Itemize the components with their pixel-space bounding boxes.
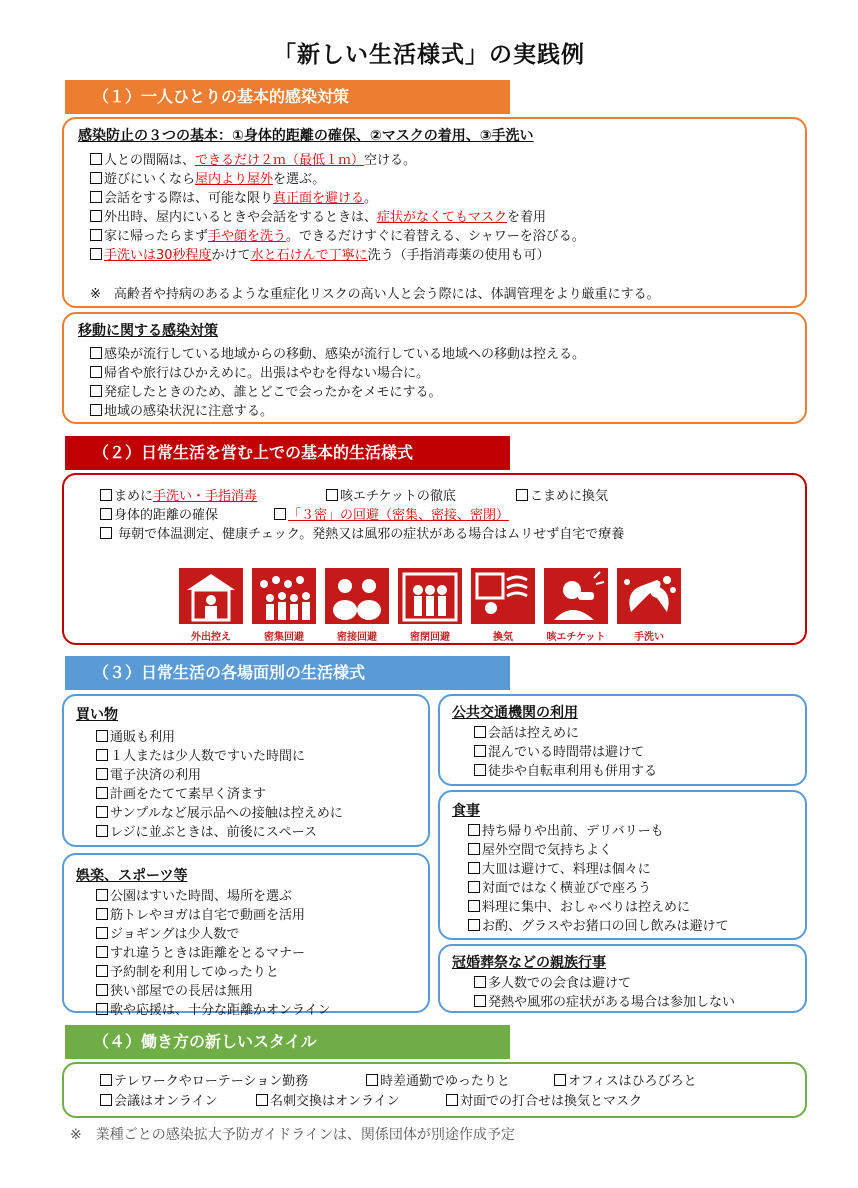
list-item: 予約制を利用してゆったりと <box>96 963 331 982</box>
ceremony-list <box>474 974 735 1012</box>
handwash-icon <box>617 568 681 624</box>
checkbox-icon <box>468 843 480 855</box>
icon-label: 咳エチケット <box>546 632 606 643</box>
work-item-staggered: 時差通勤でゆったりと <box>366 1072 510 1091</box>
checkbox-icon <box>100 508 112 520</box>
basics-item-2: 遊びにいくなら屋内より屋外を選ぶ。 <box>90 170 325 189</box>
basics-heading: 感染防止の３つの基本：①身体的距離の確保、②マスクの着用、③手洗い <box>78 128 534 144</box>
checkbox-icon <box>100 527 112 539</box>
meal-list <box>468 822 729 936</box>
shopping-heading: 買い物 <box>76 707 118 723</box>
list-item: 料理に集中、おしゃべりは控えめに <box>468 898 729 917</box>
list-item: 計画をたてて素早く済ます <box>96 785 343 804</box>
list-item: 徒歩や自転車利用も併用する <box>474 762 657 781</box>
checkbox-icon <box>468 919 480 931</box>
page-title: 「新しい生活様式」の実践例 <box>273 42 585 68</box>
checkbox-icon <box>96 984 108 996</box>
transit-list <box>474 724 657 781</box>
checkbox-icon <box>96 768 108 780</box>
daily-item-cough: 咳エチケットの徹底 <box>326 487 456 506</box>
daily-item-3c: 「３密」の回避（密集、密接、密閉） <box>274 506 509 525</box>
list-item: サンプルなど展示品への接触は控えめに <box>96 804 343 823</box>
movement-item-2: 帰省や旅行はひかえめに。出張はやむを得ない場合に。 <box>90 364 429 383</box>
checkbox-icon <box>468 881 480 893</box>
leisure-box <box>62 853 430 1018</box>
checkbox-icon <box>468 824 480 836</box>
footer-note: ※ 業種ごとの感染拡大予防ガイドラインは、関係団体が別途作成予定 <box>70 1127 515 1143</box>
basics-note: ※ 高齢者や持病のあるような重症化リスクの高い人と会う際には、体調管理をより厳重にする。 <box>90 287 660 302</box>
checkbox-icon <box>90 210 102 222</box>
daily-item-distance: 身体的距離の確保 <box>100 506 218 525</box>
cough-etiquette-icon <box>544 568 608 624</box>
checkbox-icon <box>90 153 102 165</box>
list-item: 持ち帰りや出前、デリバリーも <box>468 822 729 841</box>
meal-box <box>438 790 807 940</box>
work-item-face: 対面での打合せは換気とマスク <box>446 1092 642 1111</box>
basics-item-6: 手洗いは30秒程度かけて水と石けんで丁寧に洗う（手指消毒薬の使用も可） <box>90 246 550 265</box>
section4-header: （４）働き方の新しいスタイル <box>65 1025 510 1059</box>
daily-item-ventilation: こまめに換気 <box>516 487 608 506</box>
checkbox-icon <box>516 489 528 501</box>
list-item: お酌、グラスやお猪口の回し飲みは避けて <box>468 917 729 936</box>
checkbox-icon <box>96 946 108 958</box>
checkbox-icon <box>90 229 102 241</box>
shopping-list <box>96 728 343 842</box>
checkbox-icon <box>446 1094 458 1106</box>
icon-label: 手洗い <box>634 632 664 643</box>
ventilation-icon <box>471 568 535 624</box>
movement-box <box>62 312 807 424</box>
icon-strip <box>179 568 759 643</box>
checkbox-icon <box>96 908 108 920</box>
list-item: 混んでいる時間帯は避けて <box>474 743 657 762</box>
checkbox-icon <box>96 787 108 799</box>
list-item: 発熱や風邪の症状がある場合は参加しない <box>474 993 735 1012</box>
movement-heading: 移動に関する感染対策 <box>78 323 218 339</box>
checkbox-icon <box>100 1094 112 1106</box>
checkbox-icon <box>100 489 112 501</box>
work-item-telework: テレワークやローテーション勤務 <box>100 1072 308 1091</box>
list-item: 対面ではなく横並びで座ろう <box>468 879 729 898</box>
go-out-icon <box>179 568 243 624</box>
section1-header: （１）一人ひとりの基本的感染対策 <box>65 80 510 114</box>
movement-item-3: 発症したときのため、誰とどこで会ったかをメモにする。 <box>90 383 441 402</box>
checkbox-icon <box>96 730 108 742</box>
checkbox-icon <box>474 976 486 988</box>
transit-box <box>438 694 807 786</box>
checkbox-icon <box>90 172 102 184</box>
checkbox-icon <box>90 366 102 378</box>
checkbox-icon <box>96 965 108 977</box>
checkbox-icon <box>90 404 102 416</box>
list-item: すれ違うときは距離をとるマナー <box>96 944 331 963</box>
movement-item-1: 感染が流行している地域からの移動、感染が流行している地域への移動は控える。 <box>90 345 585 364</box>
transit-heading: 公共交通機関の利用 <box>452 705 578 721</box>
icon-label: 密接回避 <box>337 632 377 643</box>
leisure-list <box>96 887 331 1020</box>
checkbox-icon <box>474 726 486 738</box>
list-item: 歌や応援は、十分な距離かオンライン <box>96 1001 331 1020</box>
list-item: レジに並ぶときは、前後にスペース <box>96 823 343 842</box>
daily-item-temperature: 毎朝で体温測定、健康チェック。発熱又は風邪の症状がある場合はムリせず自宅で療養 <box>100 525 624 544</box>
basics-item-5: 家に帰ったらまず手や顔を洗う。できるだけすぐに着替える、シャワーを浴びる。 <box>90 227 585 246</box>
work-style-box <box>62 1062 807 1118</box>
checkbox-icon <box>554 1074 566 1086</box>
section2-header: （２）日常生活を営む上での基本的生活様式 <box>65 436 510 470</box>
basics-item-3: 会話をする際は、可能な限り真正面を避ける。 <box>90 189 377 208</box>
checkbox-icon <box>366 1074 378 1086</box>
checkbox-icon <box>96 889 108 901</box>
icon-label: 密集回避 <box>264 632 304 643</box>
closed-space-icon <box>398 568 462 624</box>
list-item: 会話は控えめに <box>474 724 657 743</box>
checkbox-icon <box>90 385 102 397</box>
checkbox-icon <box>90 248 102 260</box>
movement-item-4: 地域の感染状況に注意する。 <box>90 402 273 421</box>
checkbox-icon <box>468 900 480 912</box>
checkbox-icon <box>100 1074 112 1086</box>
list-item: 通販も利用 <box>96 728 343 747</box>
work-item-meeting: 会議はオンライン <box>100 1092 218 1111</box>
checkbox-icon <box>474 764 486 776</box>
checkbox-icon <box>256 1094 268 1106</box>
list-item: 筋トレやヨガは自宅で動画を活用 <box>96 906 331 925</box>
list-item: 屋外空間で気持ちよく <box>468 841 729 860</box>
checkbox-icon <box>96 749 108 761</box>
checkbox-icon <box>96 825 108 837</box>
icon-label: 外出控え <box>191 632 231 643</box>
basics-box <box>62 117 807 308</box>
basics-item-4: 外出時、屋内にいるときや会話をするときは、症状がなくてもマスクを着用 <box>90 208 546 227</box>
list-item: 公園はすいた時間、場所を選ぶ <box>96 887 331 906</box>
list-item: 大皿は避けて、料理は個々に <box>468 860 729 879</box>
checkbox-icon <box>90 347 102 359</box>
leisure-heading: 娯楽、スポーツ等 <box>76 868 188 884</box>
list-item: 電子決済の利用 <box>96 766 343 785</box>
shopping-box <box>62 694 430 847</box>
checkbox-icon <box>474 995 486 1007</box>
checkbox-icon <box>274 508 286 520</box>
checkbox-icon <box>90 191 102 203</box>
daily-life-box <box>62 473 807 645</box>
checkbox-icon <box>326 489 338 501</box>
checkbox-icon <box>96 927 108 939</box>
icon-label: 密閉回避 <box>410 632 450 643</box>
icon-label: 換気 <box>493 632 513 643</box>
checkbox-icon <box>474 745 486 757</box>
list-item: １人または少人数ですいた時間に <box>96 747 343 766</box>
list-item: 多人数での会食は避けて <box>474 974 735 993</box>
list-item: ジョギングは少人数で <box>96 925 331 944</box>
work-item-office: オフィスはひろびろと <box>554 1072 697 1091</box>
close-contact-icon <box>325 568 389 624</box>
ceremony-box <box>438 944 807 1013</box>
crowd-icon <box>252 568 316 624</box>
meal-heading: 食事 <box>452 803 480 819</box>
section3-header: （３）日常生活の各場面別の生活様式 <box>65 656 510 690</box>
checkbox-icon <box>96 806 108 818</box>
work-item-card: 名刺交換はオンライン <box>256 1092 400 1111</box>
list-item: 狭い部屋での長居は無用 <box>96 982 331 1001</box>
daily-item-handwash: まめに手洗い・手指消毒 <box>100 487 257 506</box>
ceremony-heading: 冠婚葬祭などの親族行事 <box>452 955 606 971</box>
checkbox-icon <box>96 1003 108 1015</box>
basics-item-1: 人との間隔は、できるだけ２ｍ（最低１ｍ）空ける。 <box>90 151 416 170</box>
checkbox-icon <box>468 862 480 874</box>
